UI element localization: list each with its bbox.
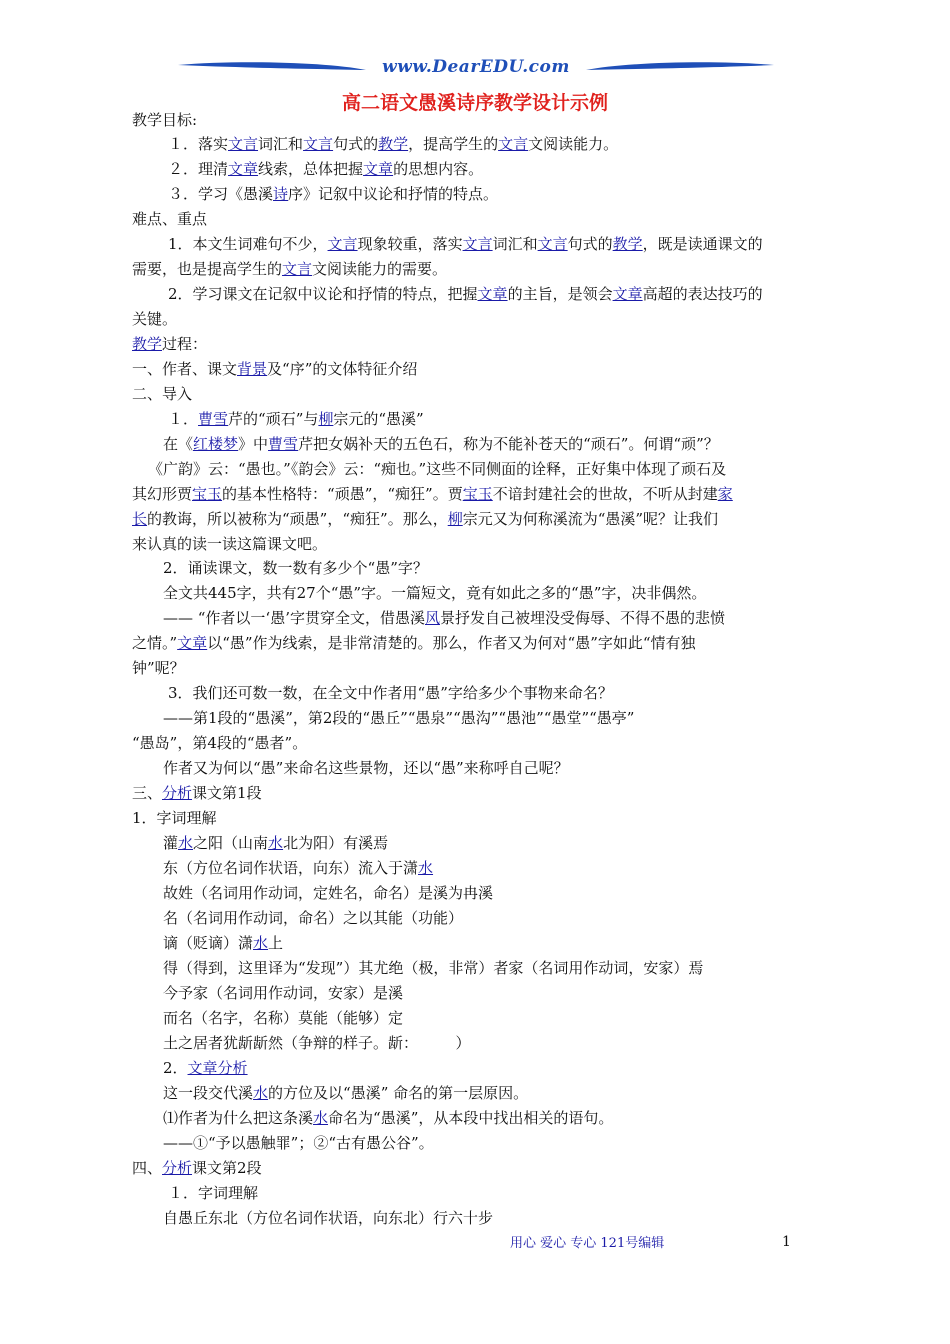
text-segment: 故姓（名词用作动词，定姓名，命名）是溪为冉溪 xyxy=(163,884,494,902)
text-segment: ——①“予以愚触罪”；②“古有愚公谷”。 xyxy=(163,1134,434,1152)
text-segment: 之情。” xyxy=(132,634,178,652)
text-segment: 2．诵读课文，数一数有多少个“愚”字？ xyxy=(163,559,428,577)
text-line xyxy=(163,1058,248,1078)
text-segment: 难点、重点 xyxy=(132,210,208,228)
text-segment: —— “作者以一‘愚’字贯穿全文，借愚溪 xyxy=(163,609,425,627)
text-line xyxy=(163,583,706,603)
keyword-link[interactable]: 水 xyxy=(253,934,269,952)
text-segment: 之阳（山南 xyxy=(193,834,269,852)
text-segment: 词汇和 xyxy=(492,235,538,253)
keyword-link[interactable]: 水 xyxy=(253,1084,269,1102)
text-line xyxy=(168,159,483,179)
text-segment: 的方位及以“愚溪” 命名的第一层原因。 xyxy=(268,1084,529,1102)
text-line xyxy=(163,1208,493,1228)
keyword-link[interactable]: 柳 xyxy=(318,410,334,428)
text-segment: ２．理清 xyxy=(168,160,229,178)
page-number: 1 xyxy=(782,1234,791,1250)
text-line xyxy=(163,758,569,778)
keyword-link[interactable]: 文言 xyxy=(282,260,313,278)
text-segment: ３．学习《愚溪 xyxy=(168,185,274,203)
text-line xyxy=(132,509,718,529)
text-segment: 教学目标: xyxy=(132,111,198,129)
text-segment: 芹的“顽石”与 xyxy=(228,410,319,428)
keyword-link[interactable]: 曹雪 xyxy=(198,410,229,428)
keyword-link[interactable]: 文章 xyxy=(477,285,508,303)
text-segment: １．字词理解 xyxy=(168,1184,259,1202)
text-segment: 课文第2段 xyxy=(192,1159,262,1177)
text-line xyxy=(132,783,262,803)
text-segment: 景抒发自己被埋没受侮辱、不得不愚的悲愤 xyxy=(440,609,726,627)
text-line xyxy=(163,434,719,454)
site-header xyxy=(176,56,776,86)
text-segment: 及“序”的文体特征介绍 xyxy=(267,360,418,378)
text-segment: 句式的 xyxy=(333,135,379,153)
text-line xyxy=(163,1133,434,1153)
text-line xyxy=(163,1108,613,1128)
text-line xyxy=(163,833,388,853)
text-segment: 现象较重，落实 xyxy=(357,235,463,253)
text-segment: 东（方位名词作状语，向东）流入于潇 xyxy=(163,859,419,877)
text-line xyxy=(168,234,763,254)
text-segment: １．落实 xyxy=(168,135,229,153)
text-line xyxy=(168,184,498,204)
text-line xyxy=(132,1158,262,1178)
text-line xyxy=(168,284,763,304)
footer-slogan: 用心 爱心 专心 121号编辑 xyxy=(510,1236,665,1251)
text-segment: 上 xyxy=(268,934,284,952)
text-line xyxy=(132,209,207,229)
text-segment: 宗元又为何称溪流为“愚溪”呢？让我们 xyxy=(462,510,719,528)
text-segment: 一、作者、课文 xyxy=(132,360,238,378)
text-line xyxy=(163,608,725,628)
keyword-link[interactable]: 文言 xyxy=(537,235,568,253)
keyword-link[interactable]: 分析 xyxy=(162,784,193,802)
text-segment: 命名为“愚溪”，从本段中找出相关的语句。 xyxy=(328,1109,614,1127)
text-segment: 谪（贬谪）潇 xyxy=(163,934,254,952)
text-segment: ⑴作者为什么把这条溪 xyxy=(163,1109,314,1127)
keyword-link[interactable]: 文章分析 xyxy=(187,1059,248,1077)
keyword-link[interactable]: 教学 xyxy=(612,235,643,253)
text-segment: 1．字词理解 xyxy=(132,809,217,827)
text-line xyxy=(168,134,618,154)
text-segment: 过程： xyxy=(162,335,208,353)
text-line xyxy=(163,1083,528,1103)
text-segment: 北为阳）有溪焉 xyxy=(283,834,389,852)
text-line xyxy=(132,808,217,828)
keyword-link[interactable]: 文章 xyxy=(363,160,394,178)
keyword-link[interactable]: 家 xyxy=(717,485,733,503)
text-segment: 三、 xyxy=(132,784,163,802)
text-segment: 二、导入 xyxy=(132,385,193,403)
keyword-link[interactable]: 诗 xyxy=(273,185,289,203)
keyword-link[interactable]: 水 xyxy=(418,859,434,877)
text-segment: 《广韵》云：“愚也。”《韵会》云：“痴也。”这些不同侧面的诠释，正好集中体现了顽石及 xyxy=(148,460,727,478)
keyword-link[interactable]: 曹雪 xyxy=(268,435,299,453)
text-segment: 的思想内容。 xyxy=(393,160,484,178)
text-segment: 课文第1段 xyxy=(192,784,262,802)
text-segment: 四、 xyxy=(132,1159,163,1177)
text-segment: 高超的表达技巧的 xyxy=(642,285,763,303)
text-segment: 名（名词用作动词，命名）之以其能（功能） xyxy=(163,909,464,927)
text-segment: 线索，总体把握 xyxy=(258,160,364,178)
text-segment: 需要，也是提高学生的 xyxy=(132,260,283,278)
text-segment: 2．学习课文在记叙中议论和抒情的特点，把握 xyxy=(168,285,478,303)
text-line xyxy=(132,359,417,379)
keyword-link[interactable]: 风 xyxy=(424,609,440,627)
text-line xyxy=(132,110,197,130)
text-line xyxy=(168,1183,258,1203)
keyword-link[interactable]: 水 xyxy=(313,1109,329,1127)
keyword-link[interactable]: 分析 xyxy=(162,1159,193,1177)
keyword-link[interactable]: 文章 xyxy=(177,634,208,652)
keyword-link[interactable]: 水 xyxy=(178,834,194,852)
keyword-link[interactable]: 教学 xyxy=(378,135,409,153)
keyword-link[interactable]: 红楼梦 xyxy=(193,435,239,453)
text-line xyxy=(163,558,428,578)
text-segment: 的教诲，所以被称为“顽愚”，“痴狂”。那么， xyxy=(147,510,448,528)
text-segment: 文阅读能力的需要。 xyxy=(312,260,448,278)
text-line xyxy=(163,858,433,878)
keyword-link[interactable]: 文章 xyxy=(228,160,259,178)
text-segment: 今予家（名词用作动词，安家）是溪 xyxy=(163,984,404,1002)
text-segment: 全文共445字，共有27个“愚”字。一篇短文，竟有如此之多的“愚”字，决非偶然。 xyxy=(163,584,707,602)
text-line xyxy=(132,658,185,678)
text-segment: 序》记叙中议论和抒情的特点。 xyxy=(288,185,499,203)
text-segment: 词汇和 xyxy=(258,135,304,153)
text-segment: 3．我们还可数一数，在全文中作者用“愚”字给多少个事物来命名？ xyxy=(168,684,613,702)
text-segment: 灌 xyxy=(163,834,179,852)
text-line xyxy=(148,459,726,479)
text-line xyxy=(132,384,192,404)
text-segment: ——第1段的“愚溪”，第2段的“愚丘”“愚泉”“愚沟”“愚池”“愚堂”“愚亭” xyxy=(163,709,635,727)
text-line xyxy=(163,933,283,953)
text-line xyxy=(163,1008,403,1028)
text-segment: 不谙封建社会的世故，不听从封建 xyxy=(492,485,718,503)
text-line xyxy=(132,633,696,653)
keyword-link[interactable]: 文言 xyxy=(303,135,334,153)
text-segment: 文阅读能力。 xyxy=(528,135,619,153)
text-line xyxy=(163,1033,471,1053)
text-segment: 而名（名字，名称）莫能（能够）定 xyxy=(163,1009,404,1027)
text-segment: 在《 xyxy=(163,435,194,453)
text-segment: 钟”呢？ xyxy=(132,659,185,677)
text-segment: 的基本性格特： xyxy=(222,485,328,503)
text-line xyxy=(132,334,207,354)
keyword-link[interactable]: 教学 xyxy=(132,335,163,353)
text-segment: 的主旨，是领会 xyxy=(507,285,613,303)
keyword-link[interactable]: 水 xyxy=(268,834,284,852)
text-line xyxy=(163,983,403,1003)
text-segment: 以“愚”作为线索，是非常清楚的。那么，作者又为何对“愚”字如此“情有独 xyxy=(207,634,696,652)
text-line xyxy=(163,958,703,978)
keyword-link[interactable]: 文言 xyxy=(327,235,358,253)
text-segment: 芹把女娲补天的五色石，称为不能补苍天的“顽石”。何谓“顽”？ xyxy=(298,435,719,453)
keyword-link[interactable]: 文言 xyxy=(462,235,493,253)
keyword-link[interactable]: 文言 xyxy=(498,135,529,153)
text-line xyxy=(132,733,307,753)
text-segment: “愚岛”，第4段的“愚者”。 xyxy=(132,734,308,752)
text-segment: 句式的 xyxy=(567,235,613,253)
keyword-link[interactable]: 文言 xyxy=(228,135,259,153)
keyword-link[interactable]: 文章 xyxy=(612,285,643,303)
keyword-link[interactable]: 柳 xyxy=(447,510,463,528)
text-segment: 作者又为何以“愚”来命名这些景物，还以“愚”来称呼自己呢？ xyxy=(163,759,569,777)
text-segment: 来认真的读一读这篇课文吧。 xyxy=(132,535,328,553)
text-segment: “顽愚”，“痴狂”。贾 xyxy=(327,485,463,503)
text-segment: 土之居者犹龂龂然（争辩的样子。龂： ） xyxy=(163,1034,471,1052)
text-line xyxy=(168,683,613,703)
keyword-link[interactable]: 宝玉 xyxy=(192,485,223,503)
text-segment: 关键。 xyxy=(132,310,178,328)
site-url[interactable]: www.DearEDU.com xyxy=(382,57,570,77)
text-segment: 得（得到，这里译为“发现”）其尤绝（极，非常）者家（名词用作动词，安家）焉 xyxy=(163,959,704,977)
text-segment: 2． xyxy=(163,1059,188,1077)
text-segment: ，提高学生的 xyxy=(408,135,499,153)
page-title: 高二语文愚溪诗序教学设计示例 xyxy=(341,92,608,114)
keyword-link[interactable]: 长 xyxy=(132,510,148,528)
text-line xyxy=(163,908,463,928)
text-segment: 1．本文生词难句不少， xyxy=(168,235,328,253)
text-line xyxy=(132,309,177,329)
text-segment: 自愚丘东北（方位名词作状语，向东北）行六十步 xyxy=(163,1209,494,1227)
text-line xyxy=(163,708,634,728)
text-segment: １． xyxy=(168,410,199,428)
text-line xyxy=(132,259,447,279)
text-line xyxy=(132,484,733,504)
text-line xyxy=(163,883,493,903)
text-segment: 这一段交代溪 xyxy=(163,1084,254,1102)
text-segment: 其幻形贾 xyxy=(132,485,193,503)
text-line xyxy=(132,534,327,554)
text-segment: ，既是读通课文的 xyxy=(642,235,763,253)
text-segment: 》中 xyxy=(238,435,269,453)
keyword-link[interactable]: 背景 xyxy=(237,360,268,378)
keyword-link[interactable]: 宝玉 xyxy=(462,485,493,503)
text-line xyxy=(168,409,424,429)
text-segment: 宗元的“愚溪” xyxy=(333,410,424,428)
